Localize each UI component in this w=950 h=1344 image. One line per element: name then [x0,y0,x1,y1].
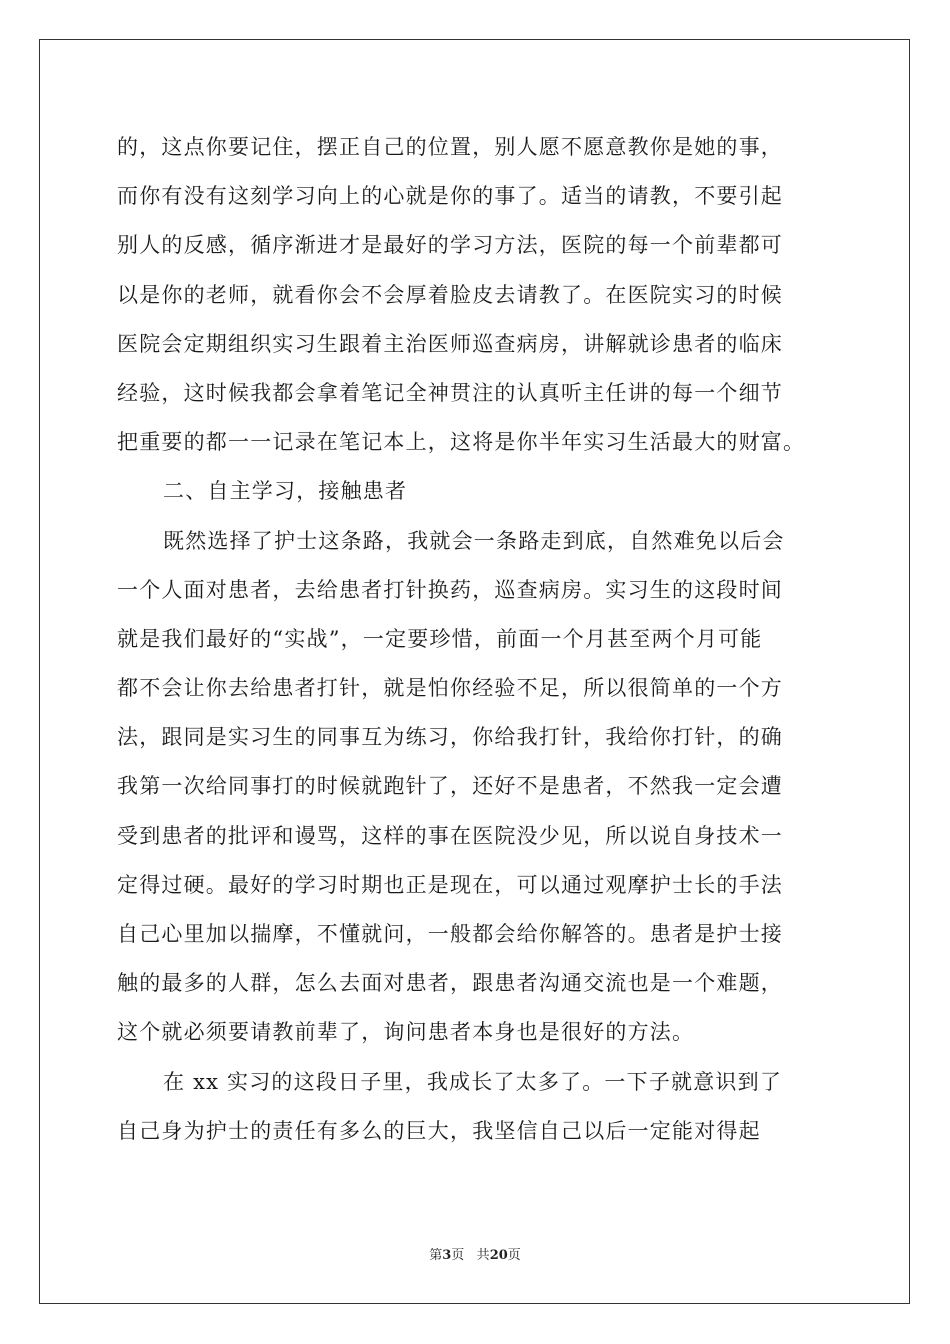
text-line: 既然选择了护士这条路，我就会一条路走到底，自然难免以后会 [163,528,785,553]
text-line: 医院会定期组织实习生跟着主治医师巡查病房，讲解就诊患者的临床 [117,331,783,356]
text-line: 的，这点你要记住，摆正自己的位置，别人愿不愿意教你是她的事， [117,135,783,159]
text-line: 我第一次给同事打的时候就跑针了，还好不是患者，不然我一定会遭 [117,774,783,799]
page-number: 3 [442,1248,452,1263]
footer-total-prefix: 共 [476,1248,490,1263]
total-pages: 20 [489,1248,508,1263]
text-line: 受到患者的批评和谩骂，这样的事在医院没少见，所以说自身技术一 [117,823,783,848]
text-line: 而你有没有这刻学习向上的心就是你的事了。适当的请教，不要引起 [117,184,783,209]
text-line: 在 xx 实习的这段日子里，我成长了太多了。一下子就意识到了 [163,1069,783,1094]
text-line: 自己心里加以揣摩，不懂就问，一般都会给你解答的。患者是护士接 [117,922,783,946]
text-line: 别人的反感，循序渐进才是最好的学习方法，医院的每一个前辈都可 [117,233,783,258]
section-heading: 二、自主学习，接触患者 [163,479,408,504]
text-line: 一个人面对患者，去给患者打针换药，巡查病房。实习生的这段时间 [117,577,783,602]
text-line: 这个就必须要请教前辈了，询问患者本身也是很好的方法。 [117,1020,695,1045]
footer-page-unit: 页 [451,1248,465,1263]
text-line: 把重要的都一一记录在笔记本上，这将是你半年实习生活最大的财富。 [117,430,806,455]
text-line: 定得过硬。最好的学习时期也正是现在，可以通过观摩护士长的手法 [117,872,783,897]
text-line: 触的最多的人群，怎么去面对患者，跟患者沟通交流也是一个难题， [117,971,783,996]
text-line: 自己身为护士的责任有多么的巨大，我坚信自己以后一定能对得起 [117,1118,761,1143]
footer-total-unit: 页 [507,1248,521,1263]
text-line: 以是你的老师，就看你会不会厚着脸皮去请教了。在医院实习的时候 [117,282,783,307]
text-line: 法，跟同是实习生的同事互为练习，你给我打针，我给你打针，的确 [117,725,783,750]
document-body [117,123,837,1156]
page-footer [0,1247,950,1265]
footer-prefix: 第 [429,1248,443,1263]
text-line: 都不会让你去给患者打针，就是怕你经验不足，所以很简单的一个方 [117,676,783,701]
text-line: 就是我们最好的“实战”，一定要珍惜，前面一个月甚至两个月可能 [117,626,763,651]
text-line: 经验，这时候我都会拿着笔记全神贯注的认真听主任讲的每一个细节 [117,380,783,405]
